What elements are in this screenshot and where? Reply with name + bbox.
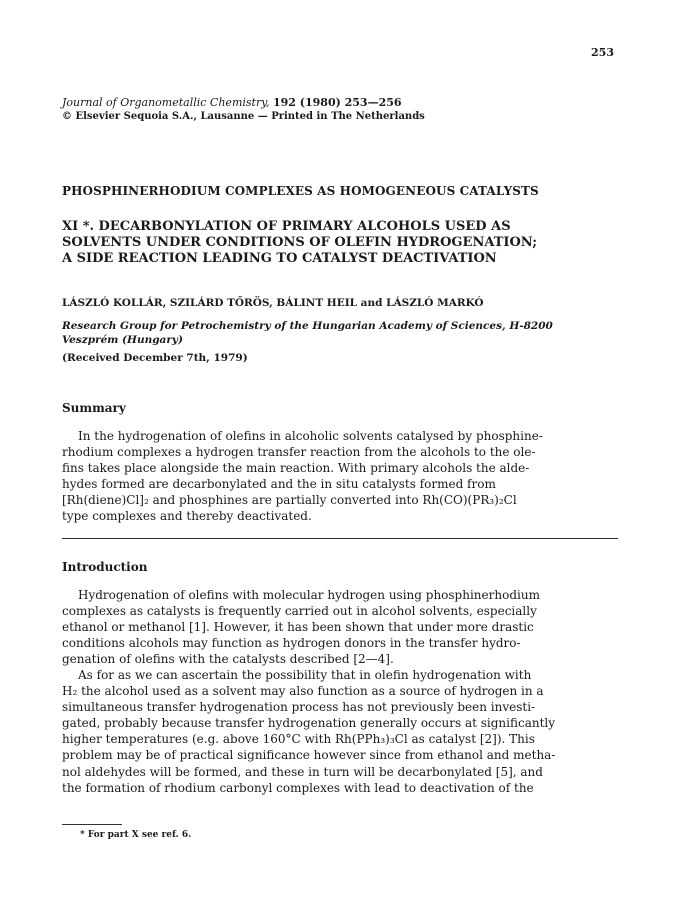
text-line: type complexes and thereby deactivated.	[62, 509, 312, 524]
text-line: Hydrogenation of olefins with molecular hydrogen using phosphinerhodium	[78, 588, 540, 602]
affiliation-line: Veszprém (Hungary)	[62, 334, 183, 346]
text-line: In the hydrogenation of olefins in alcoholic solvents catalysed by phosphine-	[78, 429, 543, 443]
text-line: [Rh(diene)Cl]₂ and phosphines are partially converted into Rh(CO)(PR₃)₂Cl	[62, 493, 517, 508]
title-line: A SIDE REACTION LEADING TO CATALYST DEACTIVATION	[62, 251, 497, 266]
affiliation-line: Research Group for Petrochemistry of the Hungarian Academy of Sciences, H-8200	[62, 320, 553, 332]
summary-paragraph	[62, 428, 624, 525]
journal-volume: 192 (1980) 253—256	[272, 96, 402, 109]
affiliation	[62, 319, 622, 347]
footnote-divider	[62, 824, 122, 825]
text-line: problem may be of practical significance however since from ethanol and metha-	[62, 748, 556, 763]
text-line: conditions alcohols may function as hydrogen donors in the transfer hydro-	[62, 636, 521, 651]
journal-header	[62, 96, 622, 124]
series-title: PHOSPHINERHODIUM COMPLEXES AS HOMOGENEOUS CATALYSTS	[62, 184, 539, 198]
text-line: nol aldehydes will be formed, and these in turn will be decarbonylated [5], and	[62, 764, 543, 779]
text-line: complexes as catalysts is frequently carried out in alcohol solvents, especially	[62, 604, 537, 619]
authors: LÁSZLÓ KOLLÁR, SZILÁRD TŐRÖS, BÁLINT HEIL and LÁSZLÓ MARKÓ	[62, 297, 484, 309]
title-line: XI *. DECARBONYLATION OF PRIMARY ALCOHOLS USED AS	[62, 219, 511, 234]
text-line: the formation of rhodium carbonyl complexes with lead to deactivation of the	[62, 780, 534, 795]
introduction-paragraph-1	[62, 587, 624, 667]
page-number: 253	[591, 46, 614, 59]
publisher-line: © Elsevier Sequoia S.A., Lausanne — Printed in The Netherlands	[62, 111, 425, 122]
received-date: (Received December 7th, 1979)	[62, 352, 248, 364]
text-line: higher temperatures (e.g. above 160°C with Rh(PPh₃)₃Cl as catalyst [2]). This	[62, 732, 535, 747]
text-line: H₂ the alcohol used as a solvent may also function as a source of hydrogen in a	[62, 684, 544, 699]
title-line: SOLVENTS UNDER CONDITIONS OF OLEFIN HYDROGENATION;	[62, 235, 537, 250]
text-line: rhodium complexes a hydrogen transfer reaction from the alcohols to the ole-	[62, 445, 536, 460]
journal-name: Journal of Organometallic Chemistry,	[62, 96, 270, 109]
introduction-paragraph-2	[62, 667, 624, 796]
footnote: * For part X see ref. 6.	[80, 830, 192, 840]
introduction-heading: Introduction	[62, 560, 148, 574]
article-title	[62, 219, 622, 267]
text-line: gated, probably because transfer hydrogenation generally occurs at significantly	[62, 716, 556, 731]
text-line: ethanol or methanol [1]. However, it has been shown that under more drastic	[62, 620, 534, 635]
text-line: hydes formed are decarbonylated and the in situ catalysts formed from	[62, 477, 496, 492]
journal-citation-line	[62, 96, 622, 110]
text-line: simultaneous transfer hydrogenation process has not previously been investi-	[62, 700, 536, 715]
summary-heading: Summary	[62, 401, 126, 415]
text-line: genation of olefins with the catalysts described [2—4].	[62, 652, 394, 667]
text-line: fins takes place alongside the main reaction. With primary alcohols the alde-	[62, 461, 530, 476]
text-line: As for as we can ascertain the possibility that in olefin hydrogenation with	[78, 668, 532, 682]
section-divider	[62, 538, 618, 539]
